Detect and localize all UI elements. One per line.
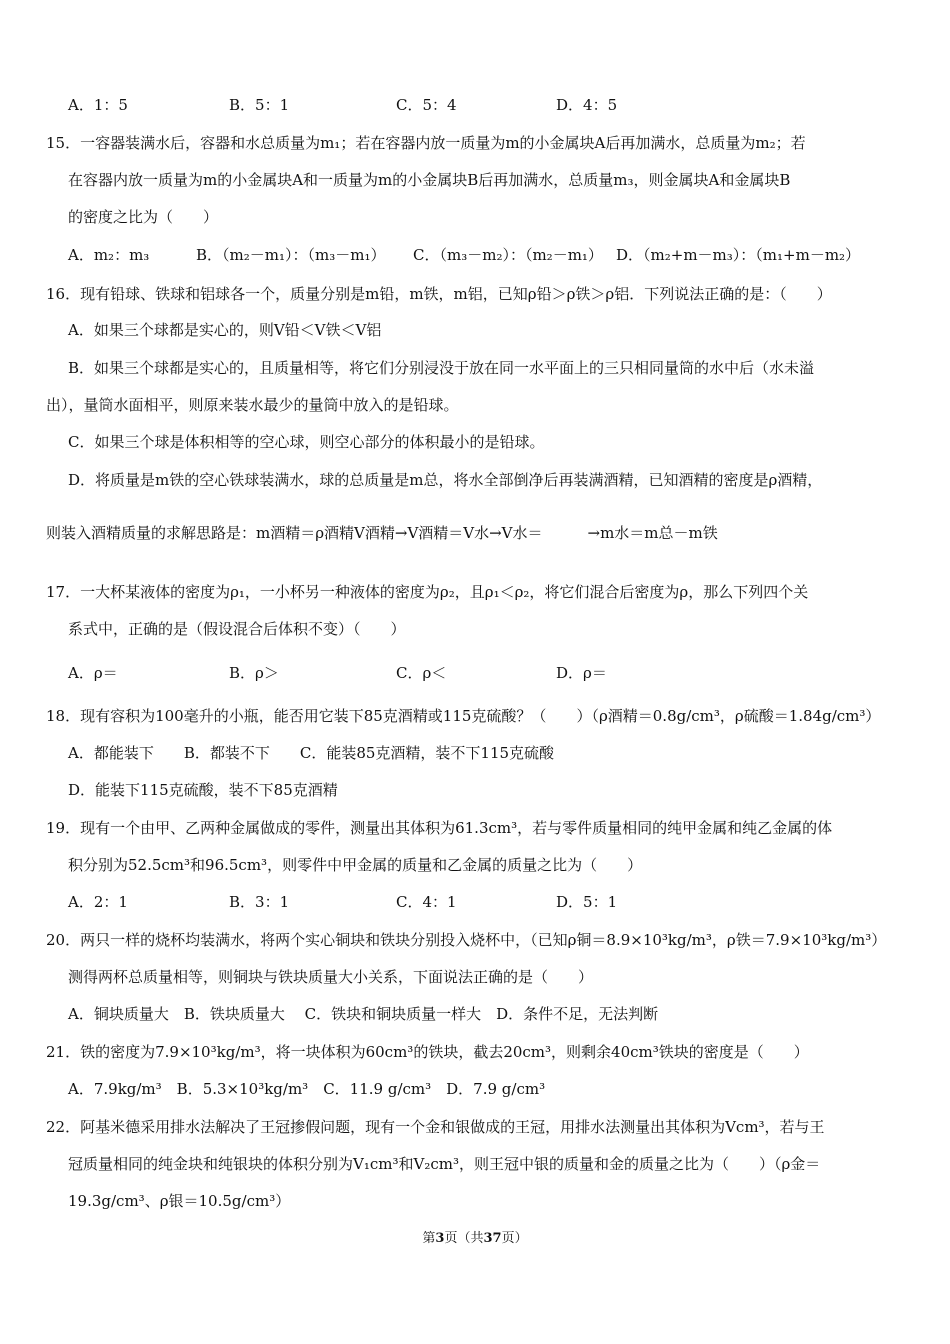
q22-stem-line-3: 19.3g/cm³、ρ银＝10.5g/cm³） <box>68 1192 291 1210</box>
q16-option-a: A．如果三个球都是实心的，则V铅＜V铁＜V铝 <box>68 321 382 339</box>
q20-stem-line-2: 测得两杯总质量相等，则铜块与铁块质量大小关系，下面说法正确的是（ ） <box>68 968 594 986</box>
q16-option-d-line-1: D．将质量是m铁的空心铁球装满水，球的总质量是m总，将水全部倒净后再装满酒精，已知酒精的密度是ρ酒精， <box>68 471 823 489</box>
q17-stem-line-2: 系式中，正确的是（假设混合后体积不变）（ ） <box>68 620 406 638</box>
q15-stem-line-2: 在容器内放一质量为m的小金属块A和一质量为m的小金属块B后再加满水，总质量m₃，则金属块A和金属块B <box>68 171 791 189</box>
footer-total-pages: 37 <box>483 1231 502 1246</box>
q16-stem: 16．现有铅球、铁球和铝球各一个，质量分别是m铅，m铁，m铝，已知ρ铅＞ρ铁＞ρ铝．下列说法正确的是：（ ） <box>46 285 832 303</box>
q21-options: A．7.9kg/m³ B．5.3×10³kg/m³ C．11.9 g/cm³ D．7.9 g/cm³ <box>68 1080 546 1098</box>
page-footer <box>0 1230 950 1248</box>
q14-option-a: A．1：5 <box>68 96 128 114</box>
q15-stem-line-3: 的密度之比为（ ） <box>68 208 219 226</box>
q18-options-line-2: D．能装下115克硫酸，装不下85克酒精 <box>68 781 338 799</box>
q15-option-b: B．（m₂－m₁）：（m₃－m₁） <box>196 246 386 264</box>
footer-mid: 页（共 <box>444 1231 484 1246</box>
q22-stem-line-2: 冠质量相同的纯金块和纯银块的体积分别为V₁cm³和V₂cm³，则王冠中银的质量和金的质量之比为（ ）（ρ金＝ <box>68 1155 821 1173</box>
q21-stem: 21．铁的密度为7.9×10³kg/m³，将一块体积为60cm³的铁块，截去20cm³，则剩余40cm³铁块的密度是（ ） <box>46 1043 809 1061</box>
q20-options: A．铜块质量大 B．铁块质量大 C．铁块和铜块质量一样大 D．条件不足，无法判断 <box>68 1005 659 1023</box>
q19-stem-line-2: 积分别为52.5cm³和96.5cm³，则零件中甲金属的质量和乙金属的质量之比为（ ） <box>68 856 643 874</box>
q16-option-b-line-2: 出），量筒水面相平，则原来装水最少的量筒中放入的是铅球。 <box>46 396 459 414</box>
q18-options-line-1: A．都能装下 B．都装不下 C．能装85克酒精，装不下115克硫酸 <box>68 744 555 762</box>
q19-option-c: C．4：1 <box>396 893 457 911</box>
q17-option-c: C．ρ＜ <box>396 664 447 682</box>
q14-option-b: B．5：1 <box>229 96 290 114</box>
q19-option-b: B．3：1 <box>229 893 290 911</box>
q15-option-c: C．（m₃－m₂）：（m₂－m₁） <box>413 246 603 264</box>
q16-option-c: C．如果三个球是体积相等的空心球，则空心部分的体积最小的是铅球。 <box>68 433 545 451</box>
q16-option-b-line-1: B．如果三个球都是实心的，且质量相等，将它们分别浸没于放在同一水平面上的三只相同量筒的水中后（水未溢 <box>68 359 815 377</box>
footer-prefix: 第 <box>422 1231 436 1246</box>
q16-option-d-line-2: 则装入酒精质量的求解思路是：m酒精＝ρ酒精V酒精→V酒精＝V水→V水＝ →m水＝m总－m铁 <box>46 524 718 542</box>
q19-option-a: A．2：1 <box>68 893 128 911</box>
q22-stem-line-1: 22．阿基米德采用排水法解决了王冠掺假问题，现有一个金和银做成的王冠，用排水法测量出其体积为Vcm³，若与王 <box>46 1118 825 1136</box>
footer-suffix: 页） <box>501 1231 528 1246</box>
footer-page-number: 3 <box>435 1231 445 1246</box>
q17-option-a: A．ρ＝ <box>68 664 118 682</box>
q17-option-d: D．ρ＝ <box>556 664 607 682</box>
q15-option-a: A．m₂：m₃ <box>68 246 150 264</box>
q19-option-d: D．5：1 <box>556 893 618 911</box>
q15-option-d: D．（m₂+m－m₃）：（m₁+m－m₂） <box>616 246 861 264</box>
q14-option-c: C．5：4 <box>396 96 457 114</box>
q19-stem-line-1: 19．现有一个由甲、乙两种金属做成的零件，测量出其体积为61.3cm³，若与零件质量相同的纯甲金属和纯乙金属的体 <box>46 819 833 837</box>
q20-stem-line-1: 20．两只一样的烧杯均装满水，将两个实心铜块和铁块分别投入烧杯中，（已知ρ铜＝8.9×10³kg/m³，ρ铁＝7.9×10³kg/m³） <box>46 931 887 949</box>
q14-option-d: D．4：5 <box>556 96 618 114</box>
q17-option-b: B．ρ＞ <box>229 664 279 682</box>
q18-stem: 18．现有容积为100毫升的小瓶，能否用它装下85克酒精或115克硫酸？（ ）（ρ酒精＝0.8g/cm³，ρ硫酸＝1.84g/cm³） <box>46 707 881 725</box>
q15-stem-line-1: 15．一容器装满水后，容器和水总质量为m₁；若在容器内放一质量为m的小金属块A后再加满水，总质量为m₂；若 <box>46 134 806 152</box>
q17-stem-line-1: 17．一大杯某液体的密度为ρ₁，一小杯另一种液体的密度为ρ₂，且ρ₁＜ρ₂，将它们混合后密度为ρ，那么下列四个关 <box>46 583 809 601</box>
